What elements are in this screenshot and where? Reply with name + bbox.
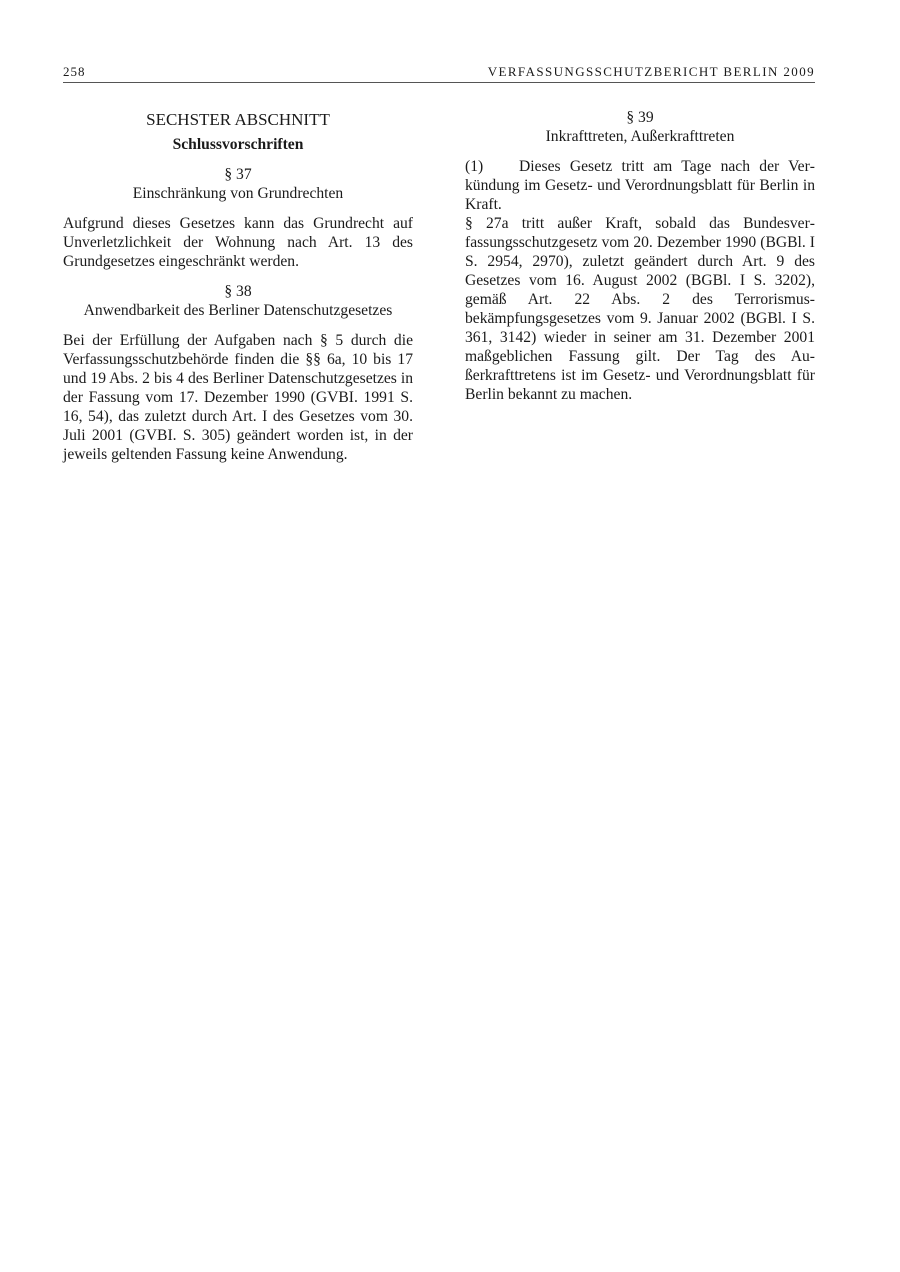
paragraph-39-text: § 27a tritt außer Kraft, sobald das Bundesverfassungsschutzgesetz vom 20. Dezember 1990 (BGBl. I S. 2954, 2970), zuletzt geändert durch Art. 9 des Gesetzes vom 16. August 2002 (BGBl. I S. 3202), gemäß Art. 22 Abs. 2 des Terrorismusbekämpfungsgesetzes vom 9. Januar 2002 (BGBl. I S. 361, 3142) wieder in seiner am 31. Dezember 2001 maßgeblichen Fassung gilt. Der Tag des Außerkrafttretens ist im Gesetz- und Verordnungsblatt für Berlin bekannt zu machen. [465,215,815,403]
paragraph-38-text: Bei der Erfüllung der Aufgaben nach § 5 durch die Verfassungsschutzbehörde finden die §§ 6a, 10 bis 17 und 19 Abs. 2 bis 4 des Berliner Datenschutzgesetzes in der Fassung vom 17. Dezember 1990 (GVBI. 1991 S. 16, 54), das zuletzt durch Art. I des Gesetzes vom 30. Juli 2001 (GVBI. S. 305) geändert worden ist, in der jeweils geltenden Fassung keine Anwendung. [63,332,413,463]
paragraph-38-number: § 38 [224,283,252,300]
page-header [63,62,815,83]
left-column [63,108,413,464]
paragraph-39-absatz-1 [465,157,815,214]
absatz-text: Dieses Gesetz tritt am Tage nach der Verkündung im Gesetz- und Verordnungsblatt für Berlin in Kraft. [465,158,815,213]
right-column [465,108,815,404]
paragraph-37-text: Aufgrund dieses Gesetzes kann das Grundrecht auf Unverletzlichkeit der Wohnung nach Art. 13 des Grundgesetzes eingeschränkt werden. [63,215,413,270]
section-subtitle: Schlussvorschriften [172,136,304,153]
absatz-number: (1) [465,158,484,175]
running-title: VERFASSUNGSSCHUTZBERICHT BERLIN 2009 [487,64,815,79]
paragraph-37-number: § 37 [224,166,252,183]
page-number: 258 [63,64,86,79]
paragraph-37-title: Einschränkung von Grundrechten [132,185,344,202]
paragraph-39-title: Inkrafttreten, Außerkrafttreten [545,128,735,145]
paragraph-38-title: Anwendbarkeit des Berliner Datenschutzgesetzes [83,302,393,319]
paragraph-39-number: § 39 [626,109,654,126]
section-title: SECHSTER ABSCHNITT [146,110,330,129]
